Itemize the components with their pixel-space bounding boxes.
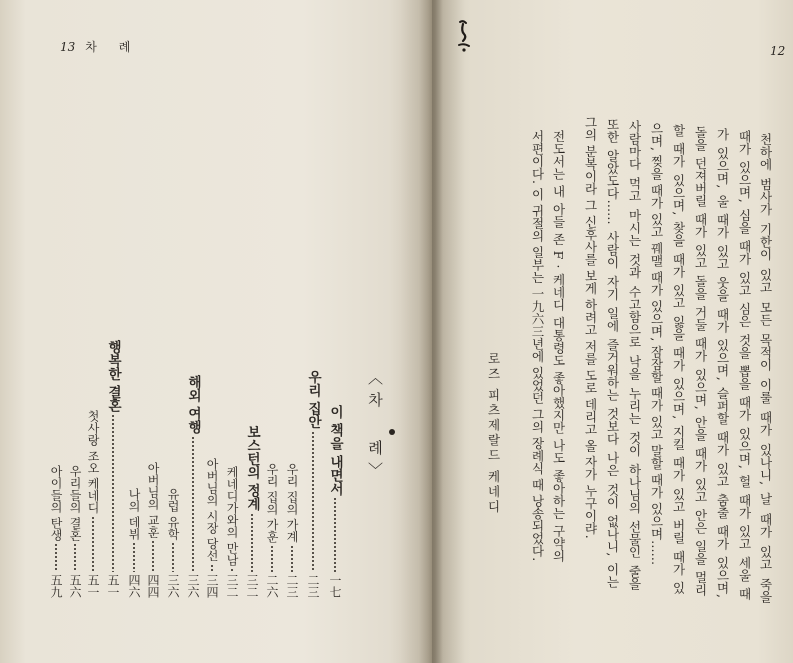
toc-dot-leader [164, 542, 182, 572]
toc-section-title: 첫사랑 조오 케네디 [86, 410, 100, 514]
toc-page-number: 三六 [186, 574, 200, 598]
toc-dot-leader [223, 568, 241, 572]
ink-spot [389, 429, 395, 435]
toc-section-title: 아버님의 교훈 [146, 462, 160, 538]
book-spine-shadow [400, 0, 470, 663]
toc-dot-leader [144, 540, 162, 572]
toc-chapter-title: 해외 여행 [185, 375, 201, 434]
toc-section [66, 465, 84, 598]
toc-dot-leader [125, 542, 143, 572]
left-page-running-title: 차 례 [85, 40, 131, 54]
toc-dot-leader [283, 545, 301, 572]
toc-page-number: 二三 [285, 574, 299, 598]
toc-section [283, 463, 301, 598]
toc-section-title: 아이들의 탄생 [49, 465, 63, 541]
toc-dot-leader [104, 414, 122, 572]
epigraph-column: 돌을 던져버릴 때가 있고 돌을 거둘 때가 있으며, 안을 때가 있고 안은 일을 멀리 [693, 126, 708, 596]
epigraph-column: 할 때가 있으며, 찾을 때가 있고 잃을 때가 있으며, 지킬 때가 있고 버릴 때가 있 [671, 124, 686, 594]
toc-section-title: 우리 집의 가훈 [265, 463, 279, 543]
epigraph-column: 으며, 찢을 때가 있고 꿰맬 때가 있으며, 잠잠할 때가 있고 말할 때가 있으며…… [649, 122, 664, 566]
epigraph-column: 그의 분복이라 그 신후사를 보게 하려고 저를 도로 데리고 올 자가 누구이랴. [583, 116, 598, 539]
toc-page-number: 三六 [166, 574, 180, 598]
toc-dot-leader [263, 545, 281, 572]
toc-heading: 〈차 례〉 [366, 370, 384, 484]
toc-dot-leader [326, 497, 344, 572]
toc-chapter-title: 이 책을 내면서 [327, 405, 343, 496]
note-column: 서편이다. 이 귀절의 일부는 一九六三년에 있었던 그의 장례식 때 낭송되었다. [530, 130, 545, 562]
toc-section [263, 463, 281, 598]
epigraph-column: 가 있으며, 울 때가 있고 웃을 때가 있으며, 슬퍼할 때가 있고 춤출 때가 있으며, [715, 128, 730, 598]
toc-dot-leader [203, 564, 221, 572]
attribution: 로즈 피츠제랄드 케네디 [486, 352, 501, 515]
toc-section [203, 458, 221, 598]
toc-section [164, 488, 182, 598]
toc-page-number: 五六 [68, 574, 82, 598]
epigraph-column: 천하에 범사가 기한이 있고 모든 목적이 이룰 때가 있나니, 날 때가 있고 죽을 [758, 133, 773, 603]
right-page-number: 12 [770, 44, 786, 58]
toc-section [125, 488, 143, 598]
toc-chapter-title: 우리 집안 [305, 370, 321, 429]
note-column: 전도서는 내 아들 존 F · 케네디 대통령도 좋아했지만 나도 좋아하는 구약의 [551, 130, 566, 562]
toc-chapter [326, 405, 344, 598]
toc-section-title: 아버님의 시장 당선 [205, 458, 219, 562]
toc-chapter-title: 보스턴의 정계 [244, 425, 260, 511]
toc-page-number: 三二 [245, 574, 259, 598]
toc-page-number: 四四 [146, 574, 160, 598]
toc-dot-leader [47, 543, 65, 572]
toc-section-title: 케네디가와의 만남 [225, 466, 239, 566]
toc-page-number: 五九 [49, 574, 63, 598]
handwritten-mark-icon [452, 18, 476, 54]
toc-chapter-title: 행복한 결혼 [105, 340, 121, 413]
toc-section-title: 나의 데뷔 [127, 488, 141, 540]
toc-section-title: 유럽 유학 [166, 488, 180, 540]
toc-chapter [104, 340, 122, 598]
toc-page-number: 五一 [86, 574, 100, 598]
toc-section [144, 462, 162, 598]
toc-page-number: 三四 [205, 574, 219, 598]
toc-section-title: 우리 집의 가계 [285, 463, 299, 543]
toc-page-number: 二三 [306, 574, 320, 598]
toc-page-number: 一七 [328, 574, 342, 598]
left-page-number: 13 [60, 40, 76, 54]
toc-dot-leader [84, 516, 102, 572]
toc-page-number: 五一 [106, 574, 120, 598]
toc-page-number: 四六 [127, 574, 141, 598]
toc-chapter [184, 375, 202, 598]
epigraph-column: 사람마다 먹고 마시는 것과 수고함으로 낙을 누리는 것이 하나님의 선물인 줄을 [627, 120, 642, 590]
epigraph-column: 때가 있으며, 심을 때가 있고 심은 것을 뽑을 때가 있으며, 헐 때가 있고 세울 때 [737, 130, 752, 600]
toc-page-number: 三二 [225, 574, 239, 598]
left-page-header [60, 38, 130, 55]
toc-chapter [304, 370, 322, 598]
toc-section-title: 우리들의 결혼 [68, 465, 82, 541]
epigraph-column: 또한 알았도다…… 사람이 자기 일에 즐거워하는 것보다 나은 것이 없나니, 이는 [605, 118, 620, 588]
toc-dot-leader [304, 431, 322, 572]
toc-section [223, 466, 241, 598]
toc-section [84, 410, 102, 598]
toc-dot-leader [66, 543, 84, 572]
toc-section [47, 465, 65, 598]
toc-chapter [243, 425, 261, 598]
toc-page-number: 二六 [265, 574, 279, 598]
toc-dot-leader [243, 513, 261, 572]
toc-dot-leader [184, 436, 202, 572]
